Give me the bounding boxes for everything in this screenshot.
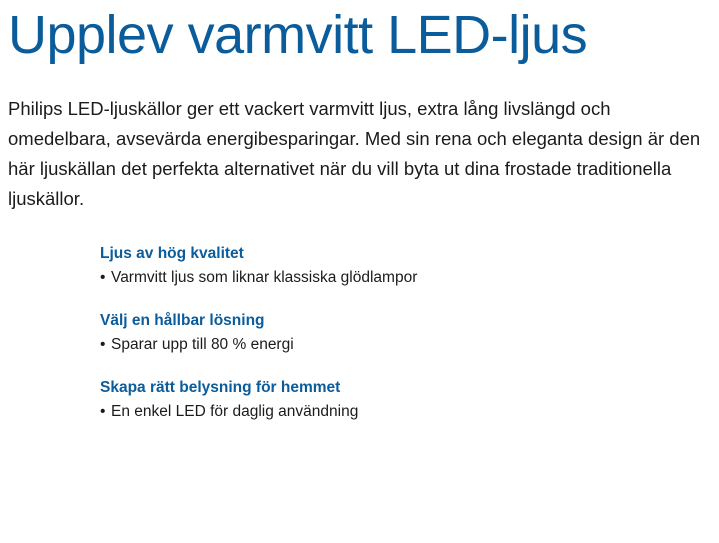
product-description-page <box>0 4 719 543</box>
feature-bullet-row <box>100 334 709 356</box>
feature-title: Skapa rätt belysning för hemmet <box>100 379 341 396</box>
feature-item <box>100 378 709 423</box>
bullet-icon: • <box>100 269 106 286</box>
intro-paragraph: Philips LED-ljuskällor ger ett vackert varmvitt ljus, extra lång livslängd och omedelbara, avsevärda energibesparingar. Med sin rena och eleganta design är den här ljuskällan det perfekta alternativet när du vill byta ut dina frostade traditionella ljuskällor. <box>8 98 701 209</box>
feature-bullet-row <box>100 401 709 423</box>
feature-text: Sparar upp till 80 % energi <box>111 336 294 353</box>
bullet-icon: • <box>100 403 106 420</box>
bullet-icon: • <box>100 336 106 353</box>
feature-bullet-row <box>100 267 709 289</box>
feature-text: En enkel LED för daglig användning <box>111 403 359 420</box>
feature-item <box>100 244 709 289</box>
page-title: Upplev varmvitt LED-ljus <box>8 5 588 65</box>
feature-text: Varmvitt ljus som liknar klassiska glödlampor <box>111 269 418 286</box>
feature-list <box>100 244 709 423</box>
feature-title: Ljus av hög kvalitet <box>100 245 244 262</box>
feature-title: Välj en hållbar lösning <box>100 312 265 329</box>
feature-item <box>100 311 709 356</box>
